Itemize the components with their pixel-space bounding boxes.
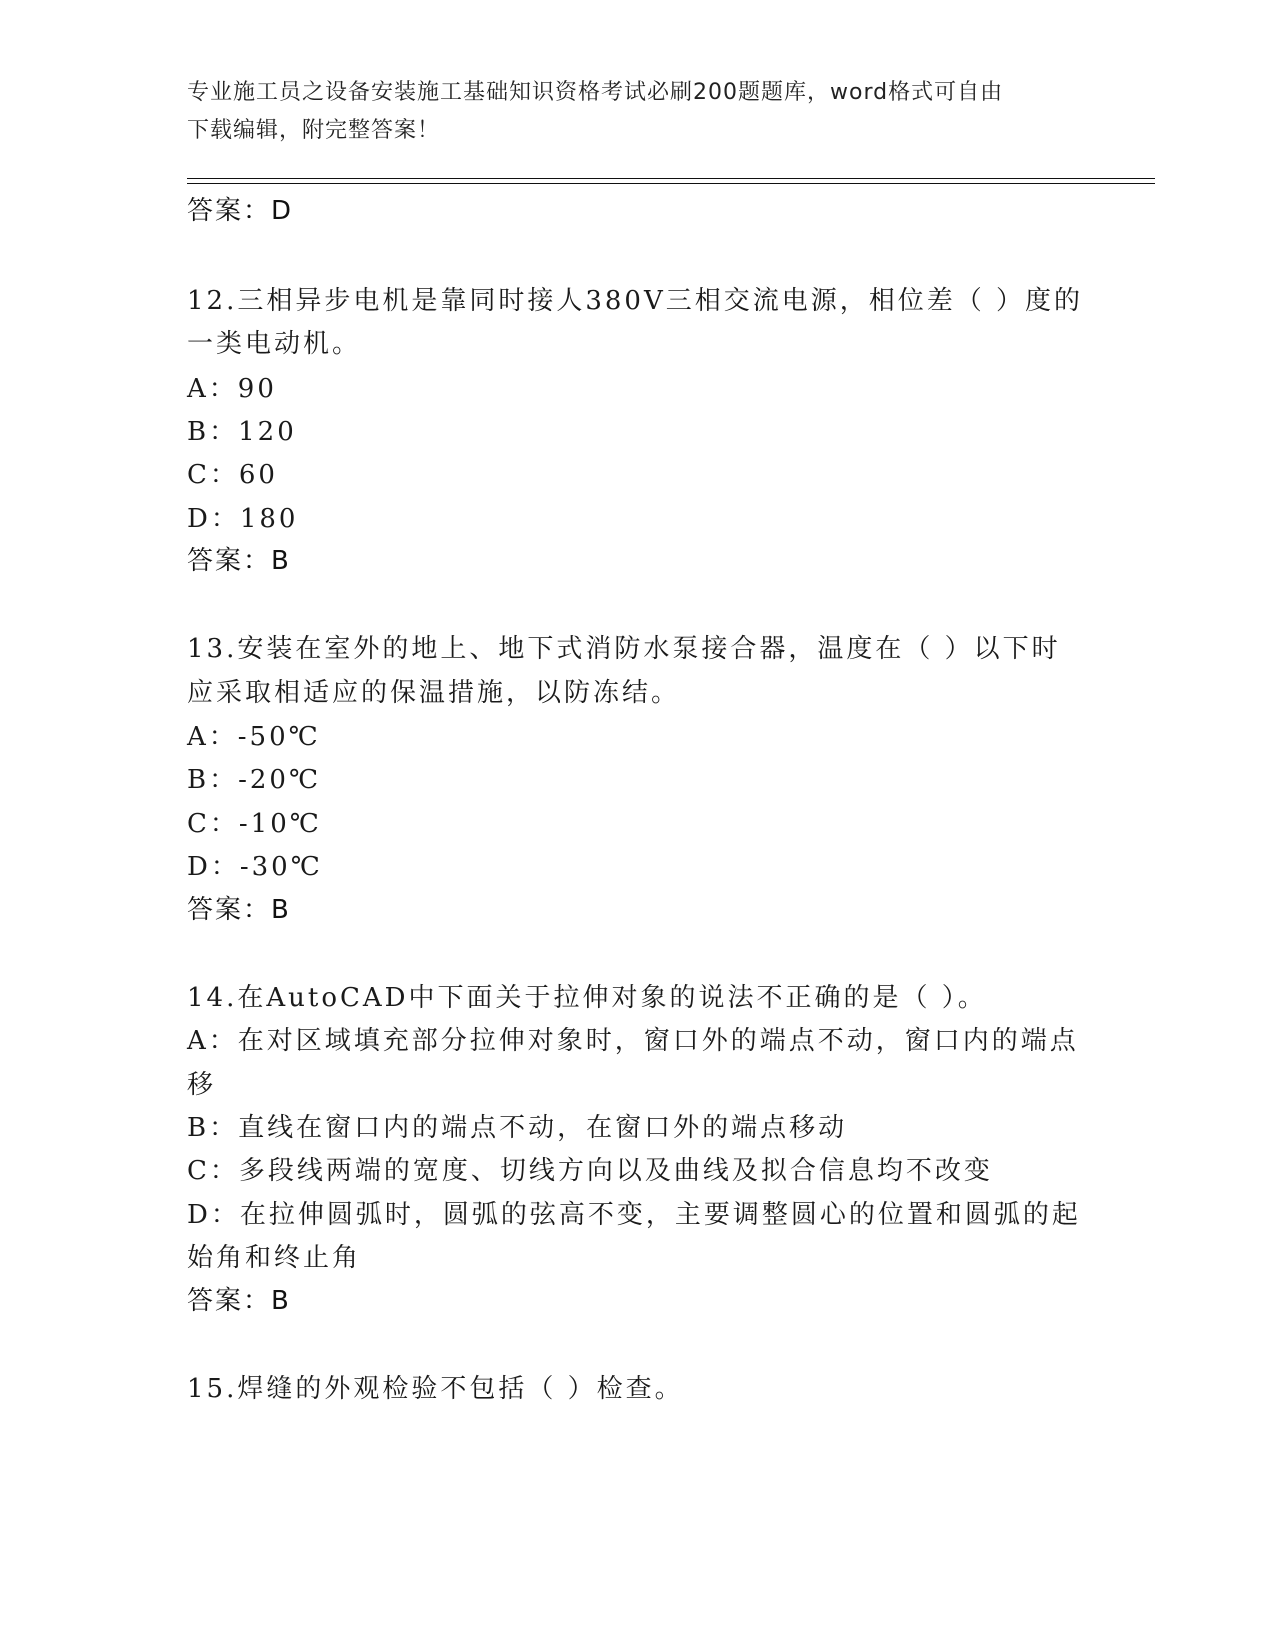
q12-option-c: C：60 [187, 460, 278, 490]
q14-option-c: C：多段线两端的宽度、切线方向以及曲线及拟合信息均不改变 [187, 1156, 993, 1186]
q14-stem-line-1: 14.在AutoCAD中下面关于拉伸对象的说法不正确的是（ ）。 [187, 983, 987, 1013]
q13-answer: 答案：B [187, 895, 291, 925]
header-line-2: 下载编辑，附完整答案！ [187, 118, 441, 143]
header-divider-bottom [187, 183, 1155, 184]
q14-answer: 答案：B [187, 1286, 291, 1316]
q14-option-a-line-2: 移 [187, 1070, 217, 1100]
q13-stem-line-1: 13.安装在室外的地上、地下式消防水泵接合器，温度在（ ）以下时 [187, 634, 1061, 664]
q14-option-a-line-1: A：在对区域填充部分拉伸对象时，窗口外的端点不动，窗口内的端点 [187, 1026, 1079, 1056]
q13-stem-line-2: 应采取相适应的保温措施，以防冻结。 [187, 678, 681, 708]
q13-option-d: D：-30℃ [187, 852, 323, 882]
q12-option-b: B：120 [187, 417, 297, 447]
q13-option-b: B：-20℃ [187, 765, 322, 795]
header-divider-top [187, 178, 1155, 179]
q12-option-d: D：180 [187, 504, 299, 534]
q12-stem-line-1: 12.三相异步电机是靠同时接人380V三相交流电源，相位差（ ）度的 [187, 286, 1084, 316]
q12-option-a: A：90 [187, 374, 277, 404]
q13-option-c: C：-10℃ [187, 809, 322, 839]
header-line-1: 专业施工员之设备安装施工基础知识资格考试必刷200题题库，word格式可自由 [187, 80, 1004, 105]
q14-option-d-line-1: D：在拉伸圆弧时，圆弧的弦高不变，主要调整圆心的位置和圆弧的起 [187, 1200, 1081, 1230]
q14-option-d-line-2: 始角和终止角 [187, 1243, 362, 1273]
q13-option-a: A：-50℃ [187, 722, 321, 752]
q12-stem-line-2: 一类电动机。 [187, 329, 362, 359]
q12-answer: 答案：B [187, 546, 291, 576]
prev-answer: 答案：D [187, 196, 294, 226]
q14-option-b: B：直线在窗口内的端点不动，在窗口外的端点移动 [187, 1113, 848, 1143]
document-header [187, 74, 1077, 150]
q15-stem-line-1: 15.焊缝的外观检验不包括（ ）检查。 [187, 1374, 684, 1404]
